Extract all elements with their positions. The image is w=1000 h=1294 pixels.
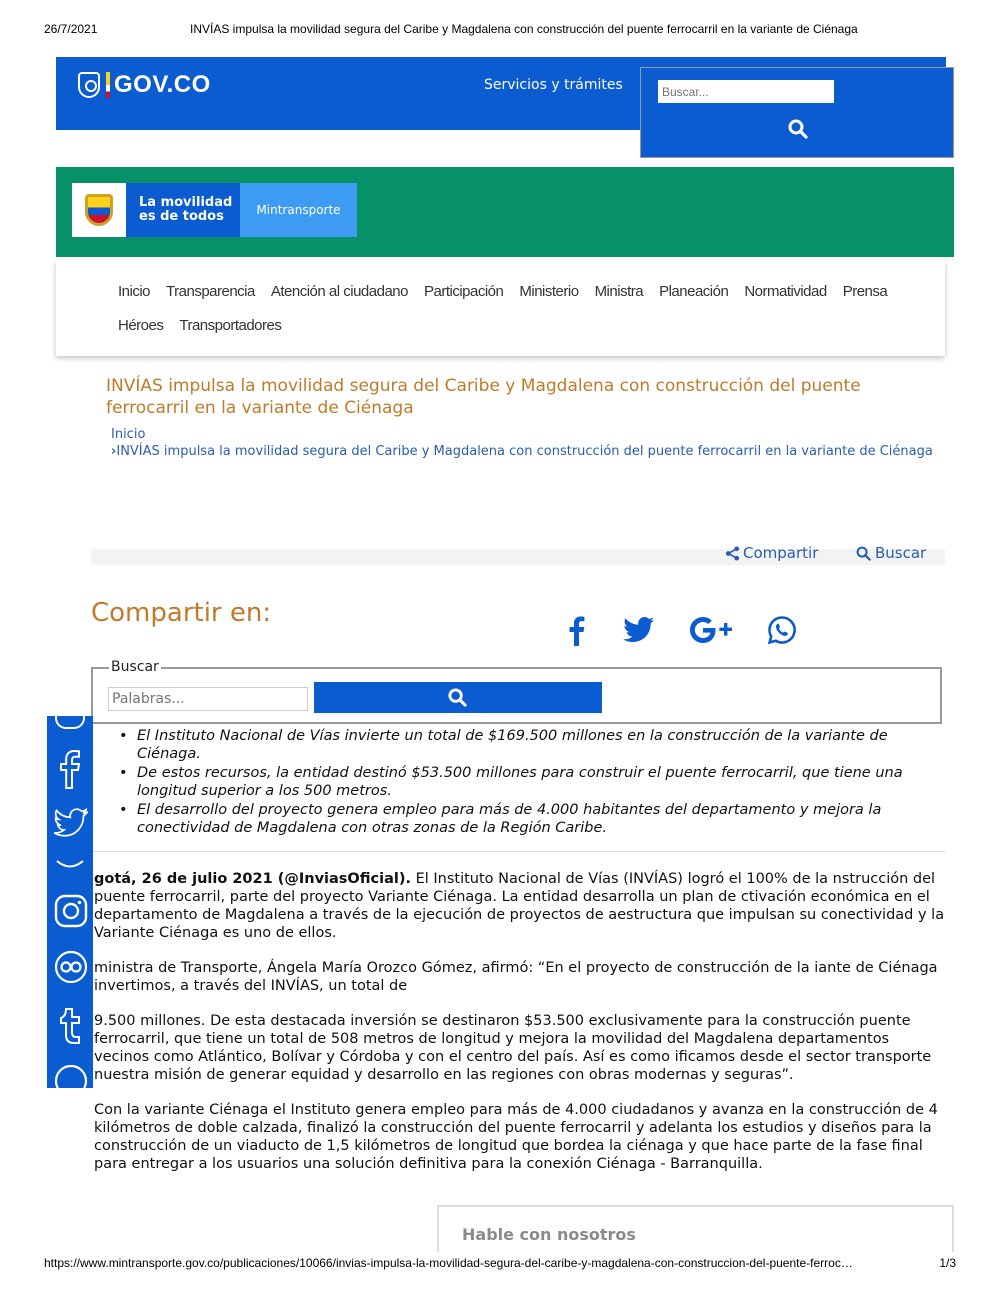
article-toolbar: [91, 544, 945, 565]
share-label: Compartir: [743, 544, 819, 562]
summary-bullets: [115, 727, 945, 838]
keywords-input[interactable]: [108, 687, 308, 711]
logo-line2: es de todos: [139, 209, 224, 224]
coat-of-arms-icon: [72, 183, 126, 237]
search-form-legend: Buscar: [111, 659, 159, 675]
search-form: [91, 659, 942, 724]
facebook-icon[interactable]: [563, 614, 589, 646]
flag-icon: [106, 72, 110, 98]
breadcrumb-current: INVÍAS impulsa la movilidad segura del Caribe y Magdalena con construcción del puente ferrocarril en la variante de Ciénaga: [116, 444, 933, 459]
nav-item-prensa[interactable]: Prensa: [842, 283, 888, 300]
paragraph-2: ministra de Transporte, Ángela María Orozco Gómez, afirmó: “En el proyecto de construcción de la iante de Ciénaga invertimos, a través del INVÍAS, un total de: [94, 960, 938, 994]
chat-label: Hable con nosotros: [462, 1225, 636, 1244]
main-nav: [56, 261, 945, 356]
search-icon: [856, 546, 871, 561]
paragraph-4: Con la variante Ciénaga el Instituto genera empleo para más de 4.000 ciudadanos y avanza en la construcción de 4 kilómetros de doble calzada, finalizó la construcción del puente ferrocarril y adelanta los estudios y diseños para la construcción de un viaducto de 1,5 kilómetros de longitud que bordea la ciénaga y que hace parte de la fase final para entregar a los usuarios una solución definitiva para la conexión Ciénaga - Barranquilla.: [94, 1102, 938, 1172]
share-heading: Compartir en:: [91, 598, 272, 628]
toolbar-search-button[interactable]: [856, 544, 926, 562]
chat-widget[interactable]: [437, 1205, 954, 1252]
google-plus-icon[interactable]: [689, 616, 733, 644]
search-submit-button[interactable]: [314, 682, 602, 713]
social-sidebar: [47, 716, 93, 1088]
instagram-icon[interactable]: [54, 894, 88, 928]
chevron-right-icon: ›: [111, 444, 117, 459]
gov-search-button[interactable]: [654, 110, 942, 148]
toolbar-search-label: Buscar: [875, 544, 927, 562]
partial-icon: [54, 716, 86, 730]
gov-search-input[interactable]: [658, 80, 834, 104]
print-page-number: 1/3: [939, 1256, 956, 1270]
brand-bar: [56, 167, 954, 257]
nav-item-atencion[interactable]: Atención al ciudadano: [270, 283, 408, 300]
nav-item-planeacion[interactable]: Planeación: [659, 283, 729, 300]
paragraph-3: 9.500 millones. De esta destacada inversión se destinaron $53.500 exclusivamente para la construcción puente ferrocarril, que tiene un total de 508 metros de longitud y mejora la movilidad del Magdalena departamentos vecinos como Atlántico, Bolívar y Córdoba y con el centro del país. Así es como ificamos desde el sector transporte nuestra misión de generar equidad y desarrollo en las regiones con obras modernas y seguras”.: [94, 1013, 932, 1083]
whatsapp-icon[interactable]: [767, 615, 797, 645]
chevron-down-icon: [54, 856, 86, 872]
nav-item-ministra[interactable]: Ministra: [594, 283, 644, 300]
twitter-icon[interactable]: [54, 806, 88, 840]
search-icon: [788, 119, 808, 139]
breadcrumb-home[interactable]: Inicio: [111, 427, 146, 442]
breadcrumb: [111, 426, 941, 460]
page-title: INVÍAS impulsa la movilidad segura del Caribe y Magdalena con construcción del puente ferrocarril en la variante de Ciénaga: [106, 376, 861, 418]
paragraph-1-text: El Instituto Nacional de Vías (INVÍAS) logró el 100% de la nstrucción del puente ferrocarril, parte del proyecto Variante Ciénaga. La entidad desarrolla un plan de ctivación económica en el departamento de Magdalena a través de la ejecución de proyectos de aestructura que impulsan su conectividad y la Variante Ciénaga es uno de ellos.: [94, 871, 945, 941]
mintransporte-tag[interactable]: Mintransporte: [240, 183, 357, 237]
movilidad-logo[interactable]: [72, 183, 240, 237]
nav-item-transportadores[interactable]: Transportadores: [179, 317, 282, 334]
list-item: • De estos recursos, la entidad destinó $53.500 millones para construir el puente ferrocarril, que tiene una longitud superior a los 500 metros.: [115, 764, 945, 800]
divider: [91, 851, 945, 852]
share-networks: [563, 614, 797, 646]
print-url: https://www.mintransporte.gov.co/publicaciones/10066/invias-impulsa-la-movilidad-segura-del-caribe-y-magdalena-con-construccion-del-puente-ferroc…: [44, 1256, 853, 1270]
dateline: gotá, 26 de julio 2021 (@InviasOficial).: [94, 871, 411, 887]
logo-line1: La movilidad: [139, 195, 233, 210]
nav-item-transparencia[interactable]: Transparencia: [166, 283, 255, 300]
nav-item-normatividad[interactable]: Normatividad: [744, 283, 827, 300]
flickr-icon[interactable]: [54, 950, 88, 984]
partial-icon: [54, 1064, 88, 1088]
servicios-link[interactable]: Servicios y trámites: [484, 77, 623, 93]
gov-logo[interactable]: [78, 71, 211, 99]
facebook-icon[interactable]: [54, 746, 86, 790]
nav-item-inicio[interactable]: Inicio: [118, 283, 151, 300]
gov-logo-text: GOV.CO: [114, 71, 211, 98]
nav-item-participacion[interactable]: Participación: [423, 283, 504, 300]
list-item: • El Instituto Nacional de Vías invierte un total de $169.500 millones en la construcción de la variante de Ciénaga.: [115, 727, 945, 763]
paragraph-1: [94, 870, 946, 942]
gov-search: [640, 67, 954, 158]
tumblr-icon[interactable]: [54, 1006, 86, 1046]
search-icon: [448, 688, 467, 707]
nav-item-ministerio[interactable]: Ministerio: [519, 283, 579, 300]
share-icon: [725, 546, 740, 561]
twitter-icon[interactable]: [623, 616, 655, 644]
nav-item-heroes[interactable]: Héroes: [118, 317, 164, 334]
print-title: INVÍAS impulsa la movilidad segura del Caribe y Magdalena con construcción del puente ferrocarril en la variante de Ciénaga: [190, 22, 858, 36]
article-body: [94, 870, 946, 1190]
list-item: • El desarrollo del proyecto genera empleo para más de 4.000 habitantes del departamento y mejora la conectividad de Magdalena con otras zonas de la Región Caribe.: [115, 801, 945, 837]
gov-shield-icon: [78, 72, 100, 98]
print-date: 26/7/2021: [44, 22, 98, 36]
share-button[interactable]: [725, 544, 818, 562]
